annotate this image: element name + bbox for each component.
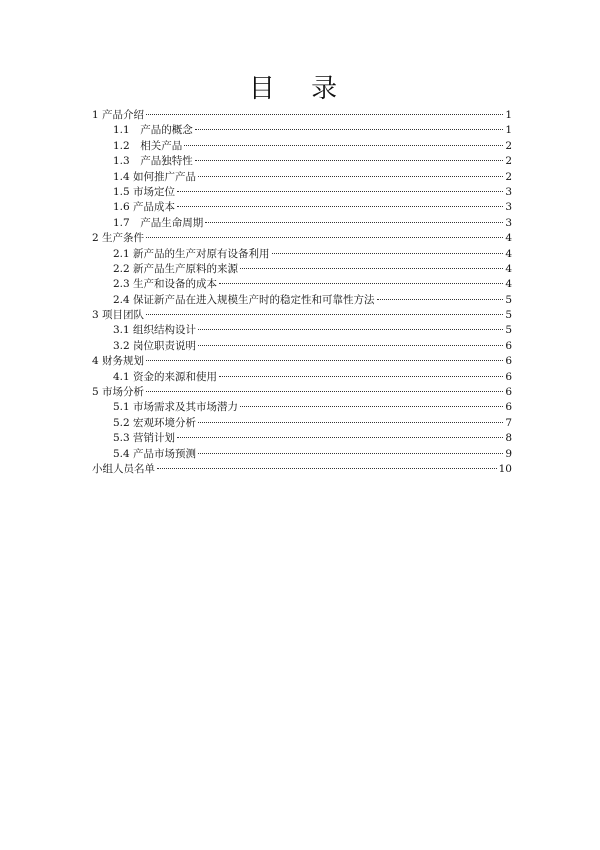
toc-entry[interactable] xyxy=(92,200,512,215)
toc-dot-leader xyxy=(240,268,503,269)
toc-entry-label: 1.7 产品生命周期 xyxy=(113,216,204,229)
toc-list xyxy=(92,108,512,477)
toc-dot-leader xyxy=(146,391,503,392)
toc-dot-leader xyxy=(146,314,503,315)
toc-entry-label: 1.3 产品独特性 xyxy=(113,155,193,168)
toc-entry-page-number: 3 xyxy=(505,201,512,214)
toc-entry-page-number: 3 xyxy=(505,216,512,229)
toc-entry-label: 1 产品介绍 xyxy=(92,109,145,121)
toc-entry[interactable] xyxy=(92,400,512,415)
toc-entry[interactable] xyxy=(92,139,512,154)
toc-entry-page-number: 1 xyxy=(505,109,512,121)
toc-entry[interactable] xyxy=(92,262,512,277)
toc-entry[interactable] xyxy=(92,462,512,477)
toc-entry-page-number: 3 xyxy=(505,185,512,198)
toc-entry[interactable] xyxy=(92,447,512,462)
toc-dot-leader xyxy=(198,453,503,454)
toc-dot-leader xyxy=(177,437,503,438)
toc-dot-leader xyxy=(146,237,503,238)
toc-entry-label: 3.1 组织结构设计 xyxy=(113,324,197,337)
toc-entry-page-number: 4 xyxy=(505,247,512,260)
toc-entry-label: 4.1 资金的来源和使用 xyxy=(113,370,218,383)
toc-entry-page-number: 6 xyxy=(505,401,512,414)
toc-entry[interactable] xyxy=(92,185,512,200)
toc-dot-leader xyxy=(377,299,504,300)
toc-entry-page-number: 6 xyxy=(505,355,512,368)
toc-dot-leader xyxy=(205,222,503,223)
toc-title: 目 录 xyxy=(248,74,352,104)
toc-entry-label: 2 生产条件 xyxy=(92,232,145,245)
toc-entry-page-number: 4 xyxy=(505,232,512,245)
toc-entry-page-number: 2 xyxy=(505,155,512,168)
toc-entry-label: 5.2 宏观环境分析 xyxy=(113,416,197,429)
toc-entry-label: 5.1 市场需求及其市场潜力 xyxy=(113,401,239,414)
toc-dot-leader xyxy=(177,206,503,207)
toc-dot-leader xyxy=(146,360,503,361)
toc-entry[interactable] xyxy=(92,370,512,385)
toc-entry-page-number: 1 xyxy=(505,124,512,137)
toc-entry-page-number: 2 xyxy=(505,170,512,183)
toc-entry-label: 1.1 产品的概念 xyxy=(113,124,193,137)
toc-entry[interactable] xyxy=(92,431,512,446)
toc-entry-label: 2.3 生产和设备的成本 xyxy=(113,278,218,291)
toc-entry[interactable] xyxy=(92,216,512,231)
toc-entry-page-number: 5 xyxy=(505,293,512,306)
toc-dot-leader xyxy=(198,345,503,346)
toc-entry-page-number: 4 xyxy=(505,262,512,275)
toc-entry-label: 3 项目团队 xyxy=(92,309,145,322)
toc-entry[interactable] xyxy=(92,231,512,246)
toc-dot-leader xyxy=(157,468,497,469)
toc-entry-label: 1.4 如何推广产品 xyxy=(113,170,197,183)
toc-entry-label: 5.4 产品市场预测 xyxy=(113,447,197,460)
toc-entry-label: 5 市场分析 xyxy=(92,386,145,399)
toc-dot-leader xyxy=(272,253,504,254)
toc-dot-leader xyxy=(198,422,503,423)
toc-entry[interactable] xyxy=(92,293,512,308)
toc-entry-page-number: 2 xyxy=(505,139,512,152)
toc-entry-page-number: 7 xyxy=(505,416,512,429)
toc-dot-leader xyxy=(198,176,503,177)
toc-entry[interactable] xyxy=(92,123,512,138)
toc-entry[interactable] xyxy=(92,323,512,338)
toc-entry-label: 3.2 岗位职责说明 xyxy=(113,339,197,352)
toc-entry-label: 4 财务规划 xyxy=(92,355,145,368)
toc-dot-leader xyxy=(184,145,503,146)
toc-entry-page-number: 5 xyxy=(505,309,512,322)
toc-entry-label: 2.4 保证新产品在进入规模生产时的稳定性和可靠性方法 xyxy=(113,293,375,306)
toc-entry-page-number: 9 xyxy=(505,447,512,460)
toc-entry-label: 小组人员名单 xyxy=(92,462,155,475)
toc-dot-leader xyxy=(219,376,503,377)
toc-entry[interactable] xyxy=(92,416,512,431)
toc-dot-leader xyxy=(195,129,504,130)
toc-dot-leader xyxy=(195,160,504,161)
toc-entry[interactable] xyxy=(92,108,512,123)
toc-entry[interactable] xyxy=(92,308,512,323)
toc-entry-label: 2.2 新产品生产原料的来源 xyxy=(113,262,239,275)
toc-entry[interactable] xyxy=(92,154,512,169)
toc-entry-page-number: 10 xyxy=(498,462,512,475)
toc-entry-page-number: 8 xyxy=(505,432,512,445)
toc-dot-leader xyxy=(219,283,503,284)
toc-entry-page-number: 6 xyxy=(505,370,512,383)
toc-entry[interactable] xyxy=(92,385,512,400)
toc-entry-label: 2.1 新产品的生产对原有设备利用 xyxy=(113,247,270,260)
toc-entry-page-number: 5 xyxy=(505,324,512,337)
toc-entry[interactable] xyxy=(92,354,512,369)
toc-entry[interactable] xyxy=(92,170,512,185)
toc-entry[interactable] xyxy=(92,339,512,354)
toc-dot-leader xyxy=(198,329,503,330)
toc-entry-page-number: 4 xyxy=(505,278,512,291)
toc-entry-label: 5.3 营销计划 xyxy=(113,432,176,445)
toc-entry[interactable] xyxy=(92,247,512,262)
toc-entry-label: 1.6 产品成本 xyxy=(113,201,176,214)
toc-dot-leader xyxy=(177,191,503,192)
toc-dot-leader xyxy=(146,114,503,115)
toc-entry[interactable] xyxy=(92,277,512,292)
toc-entry-page-number: 6 xyxy=(505,339,512,352)
toc-entry-page-number: 6 xyxy=(505,386,512,399)
toc-entry-label: 1.2 相关产品 xyxy=(113,139,183,152)
toc-dot-leader xyxy=(240,406,503,407)
toc-entry-label: 1.5 市场定位 xyxy=(113,185,176,198)
